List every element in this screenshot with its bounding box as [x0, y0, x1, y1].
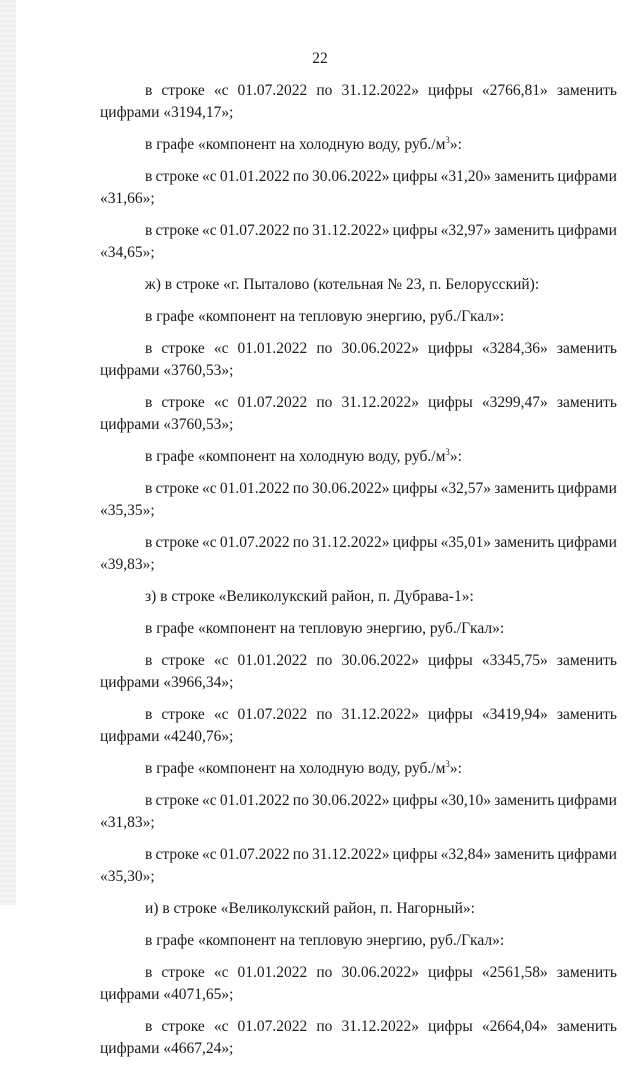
word: 30.06.2022»	[341, 964, 419, 981]
word: строке	[161, 394, 205, 411]
word: «32,97»	[440, 222, 492, 239]
paragraph-gap	[105, 952, 617, 962]
text-line: «34,65»;	[100, 244, 155, 261]
text-line: в графе «компонент на холодную воду, $руб./м^3$»:	[145, 758, 462, 777]
text-line: в графе «компонент на холодную воду, $руб./м^3$»:	[145, 446, 462, 465]
word: заменить	[556, 964, 617, 981]
word: «с	[202, 168, 217, 185]
word: цифры	[428, 394, 473, 411]
word: 31.12.2022»	[312, 222, 390, 239]
word: «с	[213, 82, 229, 99]
text-line: в графе «компонент на холодную воду, $руб./м^3$»:	[145, 134, 462, 153]
word: в	[145, 394, 153, 411]
text-line	[105, 166, 617, 188]
word: «3345,75»	[481, 652, 548, 669]
word: в	[145, 222, 153, 239]
word: строке	[161, 340, 205, 357]
word: строке	[155, 222, 199, 239]
word: 30.06.2022»	[341, 340, 419, 357]
paragraph	[105, 306, 617, 328]
word: по	[316, 82, 333, 99]
word: заменить	[494, 792, 555, 809]
text-line: «39,83»;	[100, 556, 155, 573]
word: цифры	[428, 82, 473, 99]
text-line	[105, 1016, 617, 1038]
word: по	[292, 534, 309, 551]
paragraph-gap	[105, 748, 617, 758]
text-line: в графе «компонент на тепловую энергию, руб./Гкал»:	[145, 932, 505, 949]
word: «с	[213, 340, 229, 357]
word: «с	[213, 1018, 229, 1035]
word: по	[292, 792, 309, 809]
word: в	[145, 534, 153, 551]
word: по	[292, 222, 309, 239]
paragraph	[100, 790, 617, 834]
word: в	[145, 340, 153, 357]
paragraph-gap	[105, 210, 617, 220]
word: заменить	[556, 652, 617, 669]
word: в	[145, 652, 153, 669]
paragraph	[100, 1016, 617, 1060]
word: «32,84»	[440, 846, 492, 863]
word: цифры	[428, 340, 473, 357]
paragraph-gap	[105, 834, 617, 844]
word: «с	[202, 846, 217, 863]
word: 01.07.2022	[237, 394, 308, 411]
paragraph	[105, 898, 617, 920]
paragraph	[105, 758, 617, 780]
word: цифрами	[557, 792, 617, 809]
word: цифры	[392, 168, 438, 185]
word: заменить	[556, 706, 617, 723]
text-line	[105, 790, 617, 812]
word: цифрами	[557, 534, 617, 551]
page-number: 22	[312, 50, 328, 67]
text-line: цифрами «4667,24»;	[100, 1040, 234, 1057]
word: по	[316, 394, 333, 411]
word: 01.01.2022	[219, 792, 290, 809]
text-line: цифрами «4240,76»;	[100, 728, 234, 745]
word: в	[145, 168, 153, 185]
word: заменить	[494, 480, 555, 497]
paragraph	[105, 446, 617, 468]
word: 31.12.2022»	[341, 82, 419, 99]
word: «с	[213, 706, 229, 723]
word: по	[316, 1018, 333, 1035]
text-line: цифрами «3194,17»;	[100, 104, 234, 121]
word: 01.01.2022	[237, 964, 308, 981]
word: 30.06.2022»	[312, 168, 390, 185]
word: в	[145, 706, 153, 723]
document-body	[100, 80, 617, 1070]
paragraph-gap	[105, 124, 617, 134]
word: 31.12.2022»	[312, 846, 390, 863]
word: заменить	[556, 340, 617, 357]
word: цифры	[428, 1018, 473, 1035]
text-line: и) в строке «Великолукский район, п. Нагорный»:	[145, 900, 475, 917]
text-line: цифрами «3760,53»;	[100, 416, 234, 433]
text-line: цифрами «3966,34»;	[100, 674, 234, 691]
word: 30.06.2022»	[341, 652, 419, 669]
word: 31.12.2022»	[312, 534, 390, 551]
word: цифрами	[557, 168, 617, 185]
word: заменить	[494, 222, 555, 239]
word: цифры	[392, 222, 438, 239]
paragraph-gap	[105, 920, 617, 930]
word: «3419,94»	[481, 706, 548, 723]
word: 31.12.2022»	[341, 706, 419, 723]
paragraph	[100, 392, 617, 436]
word: цифры	[428, 652, 473, 669]
paragraph	[105, 274, 617, 296]
paragraph-gap	[105, 156, 617, 166]
paragraph	[105, 134, 617, 156]
paragraph-gap	[105, 694, 617, 704]
paragraph-gap	[105, 608, 617, 618]
word: «с	[202, 480, 217, 497]
paragraph-gap	[105, 468, 617, 478]
word: заменить	[494, 168, 555, 185]
word: 01.07.2022	[237, 1018, 308, 1035]
word: по	[316, 706, 333, 723]
word: 01.01.2022	[237, 652, 308, 669]
word: «3299,47»	[481, 394, 548, 411]
word: 01.07.2022	[237, 706, 308, 723]
word: цифры	[428, 706, 473, 723]
paragraph-gap	[105, 1006, 617, 1016]
word: строке	[161, 1018, 205, 1035]
word: цифры	[392, 792, 438, 809]
word: строке	[155, 480, 199, 497]
paragraph-gap	[105, 576, 617, 586]
word: цифры	[392, 846, 438, 863]
text-line	[105, 650, 617, 672]
word: заменить	[556, 394, 617, 411]
word: по	[292, 846, 309, 863]
text-line: «31,83»;	[100, 814, 155, 831]
word: в	[145, 1018, 153, 1035]
word: 01.01.2022	[219, 168, 290, 185]
word: «с	[202, 534, 217, 551]
word: в	[145, 480, 153, 497]
paragraph	[105, 586, 617, 608]
text-line	[105, 532, 617, 554]
word: строке	[155, 792, 199, 809]
paragraph	[105, 930, 617, 952]
paragraph	[100, 338, 617, 382]
word: заменить	[494, 846, 555, 863]
text-line	[105, 844, 617, 866]
text-line	[105, 478, 617, 500]
paragraph-gap	[105, 780, 617, 790]
text-line: цифрами «3760,53»;	[100, 362, 234, 379]
word: цифрами	[557, 480, 617, 497]
word: в	[145, 846, 153, 863]
word: цифры	[428, 964, 473, 981]
word: по	[316, 340, 333, 357]
word: «с	[213, 394, 229, 411]
word: «35,01»	[440, 534, 492, 551]
word: 31.12.2022»	[341, 1018, 419, 1035]
word: строке	[155, 168, 199, 185]
text-line: «31,66»;	[100, 190, 155, 207]
word: заменить	[556, 82, 617, 99]
paragraph	[100, 650, 617, 694]
text-line	[105, 80, 617, 102]
text-line: в графе «компонент на тепловую энергию, руб./Гкал»:	[145, 308, 505, 325]
paragraph	[100, 80, 617, 124]
word: «с	[213, 652, 229, 669]
text-line: з) в строке «Великолукский район, п. Дубрава-1»:	[145, 588, 474, 605]
word: 30.06.2022»	[312, 792, 390, 809]
word: 01.07.2022	[237, 82, 308, 99]
text-line: «35,30»;	[100, 868, 155, 885]
paragraph-gap	[105, 640, 617, 650]
word: 01.07.2022	[219, 846, 290, 863]
word: по	[292, 168, 309, 185]
paragraph-gap	[105, 296, 617, 306]
word: по	[316, 964, 333, 981]
paragraph-gap	[105, 1060, 617, 1070]
word: «с	[202, 222, 217, 239]
word: цифры	[392, 534, 438, 551]
paragraph	[100, 220, 617, 264]
word: «2664,04»	[481, 1018, 548, 1035]
word: 01.01.2022	[237, 340, 308, 357]
paragraph	[100, 166, 617, 210]
paragraph-gap	[105, 888, 617, 898]
word: «с	[213, 964, 229, 981]
word: по	[292, 480, 309, 497]
text-line: цифрами «4071,65»;	[100, 986, 234, 1003]
word: 01.01.2022	[219, 480, 290, 497]
paragraph	[100, 962, 617, 1006]
word: заменить	[494, 534, 555, 551]
word: заменить	[556, 1018, 617, 1035]
word: «2766,81»	[481, 82, 548, 99]
word: цифрами	[557, 222, 617, 239]
paragraph-gap	[105, 522, 617, 532]
text-line	[105, 220, 617, 242]
word: цифрами	[557, 846, 617, 863]
paragraph	[100, 478, 617, 522]
word: строке	[155, 846, 199, 863]
text-line: ж) в строке «г. Пыталово (котельная № 23, п. Белорусский):	[145, 276, 540, 293]
word: строке	[161, 652, 205, 669]
word: «2561,58»	[481, 964, 548, 981]
paragraph-gap	[105, 328, 617, 338]
word: строке	[161, 82, 205, 99]
paragraph	[100, 532, 617, 576]
word: 01.07.2022	[219, 534, 290, 551]
paragraph-gap	[105, 436, 617, 446]
word: по	[316, 652, 333, 669]
paragraph	[105, 618, 617, 640]
word: «31,20»	[440, 168, 492, 185]
scan-binding-edge	[0, 0, 16, 905]
text-line	[105, 962, 617, 984]
paragraph-gap	[105, 382, 617, 392]
text-line	[105, 392, 617, 414]
word: «30,10»	[440, 792, 492, 809]
text-line: в графе «компонент на тепловую энергию, руб./Гкал»:	[145, 620, 505, 637]
paragraph	[100, 704, 617, 748]
word: 31.12.2022»	[341, 394, 419, 411]
paragraph	[100, 844, 617, 888]
paragraph-gap	[105, 264, 617, 274]
word: в	[145, 792, 153, 809]
word: 30.06.2022»	[312, 480, 390, 497]
word: 01.07.2022	[219, 222, 290, 239]
word: «с	[202, 792, 217, 809]
word: строке	[161, 964, 205, 981]
word: в	[145, 964, 153, 981]
word: в	[145, 82, 153, 99]
word: строке	[161, 706, 205, 723]
text-line	[105, 704, 617, 726]
text-line: «35,35»;	[100, 502, 155, 519]
word: строке	[155, 534, 199, 551]
text-line	[105, 338, 617, 360]
word: «3284,36»	[481, 340, 548, 357]
word: цифры	[392, 480, 438, 497]
word: «32,57»	[440, 480, 492, 497]
